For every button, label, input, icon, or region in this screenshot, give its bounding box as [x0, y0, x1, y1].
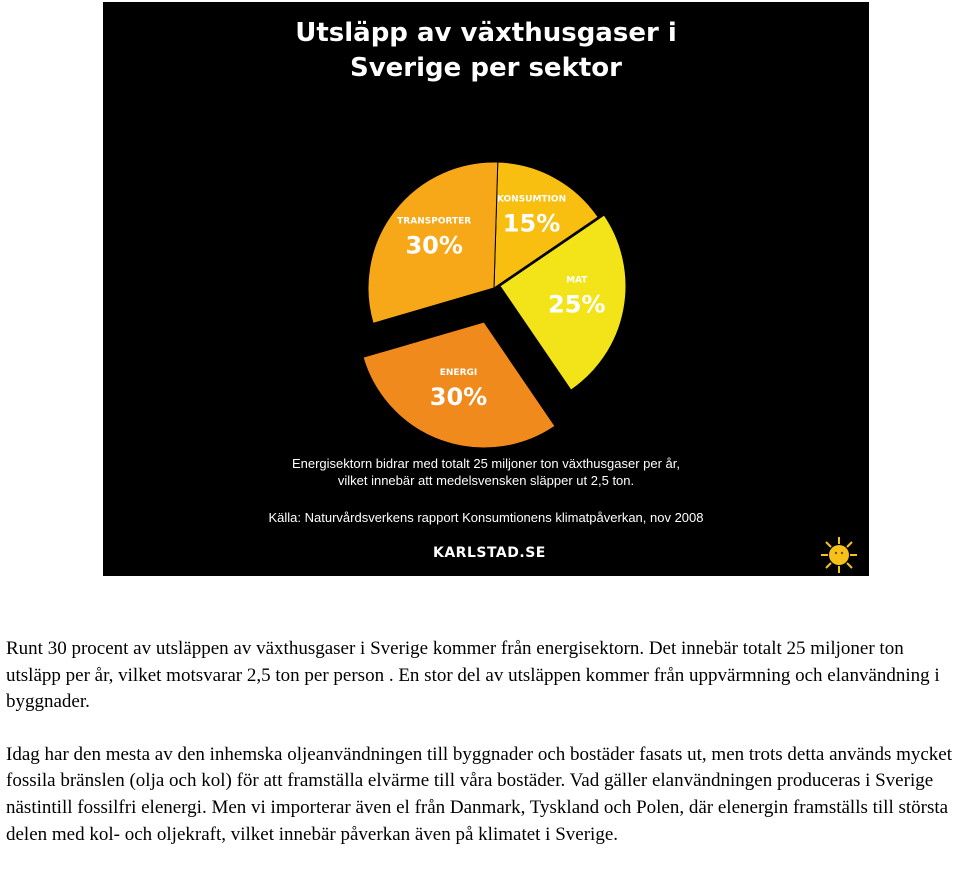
sun-icon [819, 535, 859, 575]
article-body [6, 636, 958, 848]
pie-value-transporter: 30% [405, 231, 463, 260]
pie-label-transporter: TRANSPORTER [397, 216, 472, 227]
pie-value-konsumtion: 15% [502, 209, 561, 238]
slide-caption-line-1: Energisektorn bidrar med totalt 25 miljoner ton växthusgaser per år, [291, 456, 681, 471]
slide-title-line-2: Sverige per sektor [350, 53, 622, 83]
article-paragraph-1: Runt 30 procent av utsläppen av växthusgaser i Sverige kommer från energisektorn. Det innebär totalt 25 miljoner ton utsläpp per år, vilket motsvarar 2,5 ton per person . En stor del av utsläppen kommer från uppvärmning och elanvändning i byggnader. [6, 638, 940, 713]
pie-value-mat: 25% [548, 290, 606, 319]
slide-title-line-1: Utsläpp av växthusgaser i [295, 18, 677, 48]
article-paragraph-2: Idag har den mesta av den inhemska oljeanvändningen till byggnader och bostäder fasats ut, men trots detta används mycket fossila bränslen (olja och kol) för att framställa elvärme till våra bostäder. Vad gäller elanvändningen produceras i Sverige nästintill fossilfri elenergi. Men vi importerar även el från Danmark, Tyskland och Polen, där elenergin framställs till största delen med kol- och oljekraft, vilket innebär påverkan även på klimatet i Sverige. [6, 743, 953, 845]
pie-label-konsumtion: KONSUMTION [496, 194, 567, 205]
slide-caption [103, 455, 869, 489]
slide-caption-line-2: vilket innebär att medelsvensken släpper ut 2,5 ton. [337, 473, 635, 488]
pie-label-mat: MAT [566, 275, 588, 286]
slide-source: Källa: Naturvårdsverkens rapport Konsumtionens klimatpåverkan, nov 2008 [268, 510, 704, 525]
brand-logo: KARLSTAD.SE [433, 545, 546, 561]
pie-label-energi: ENERGI [439, 368, 478, 379]
slide-image [103, 2, 869, 576]
pie-value-energi: 30% [429, 383, 488, 412]
pie-chart [103, 2, 869, 576]
